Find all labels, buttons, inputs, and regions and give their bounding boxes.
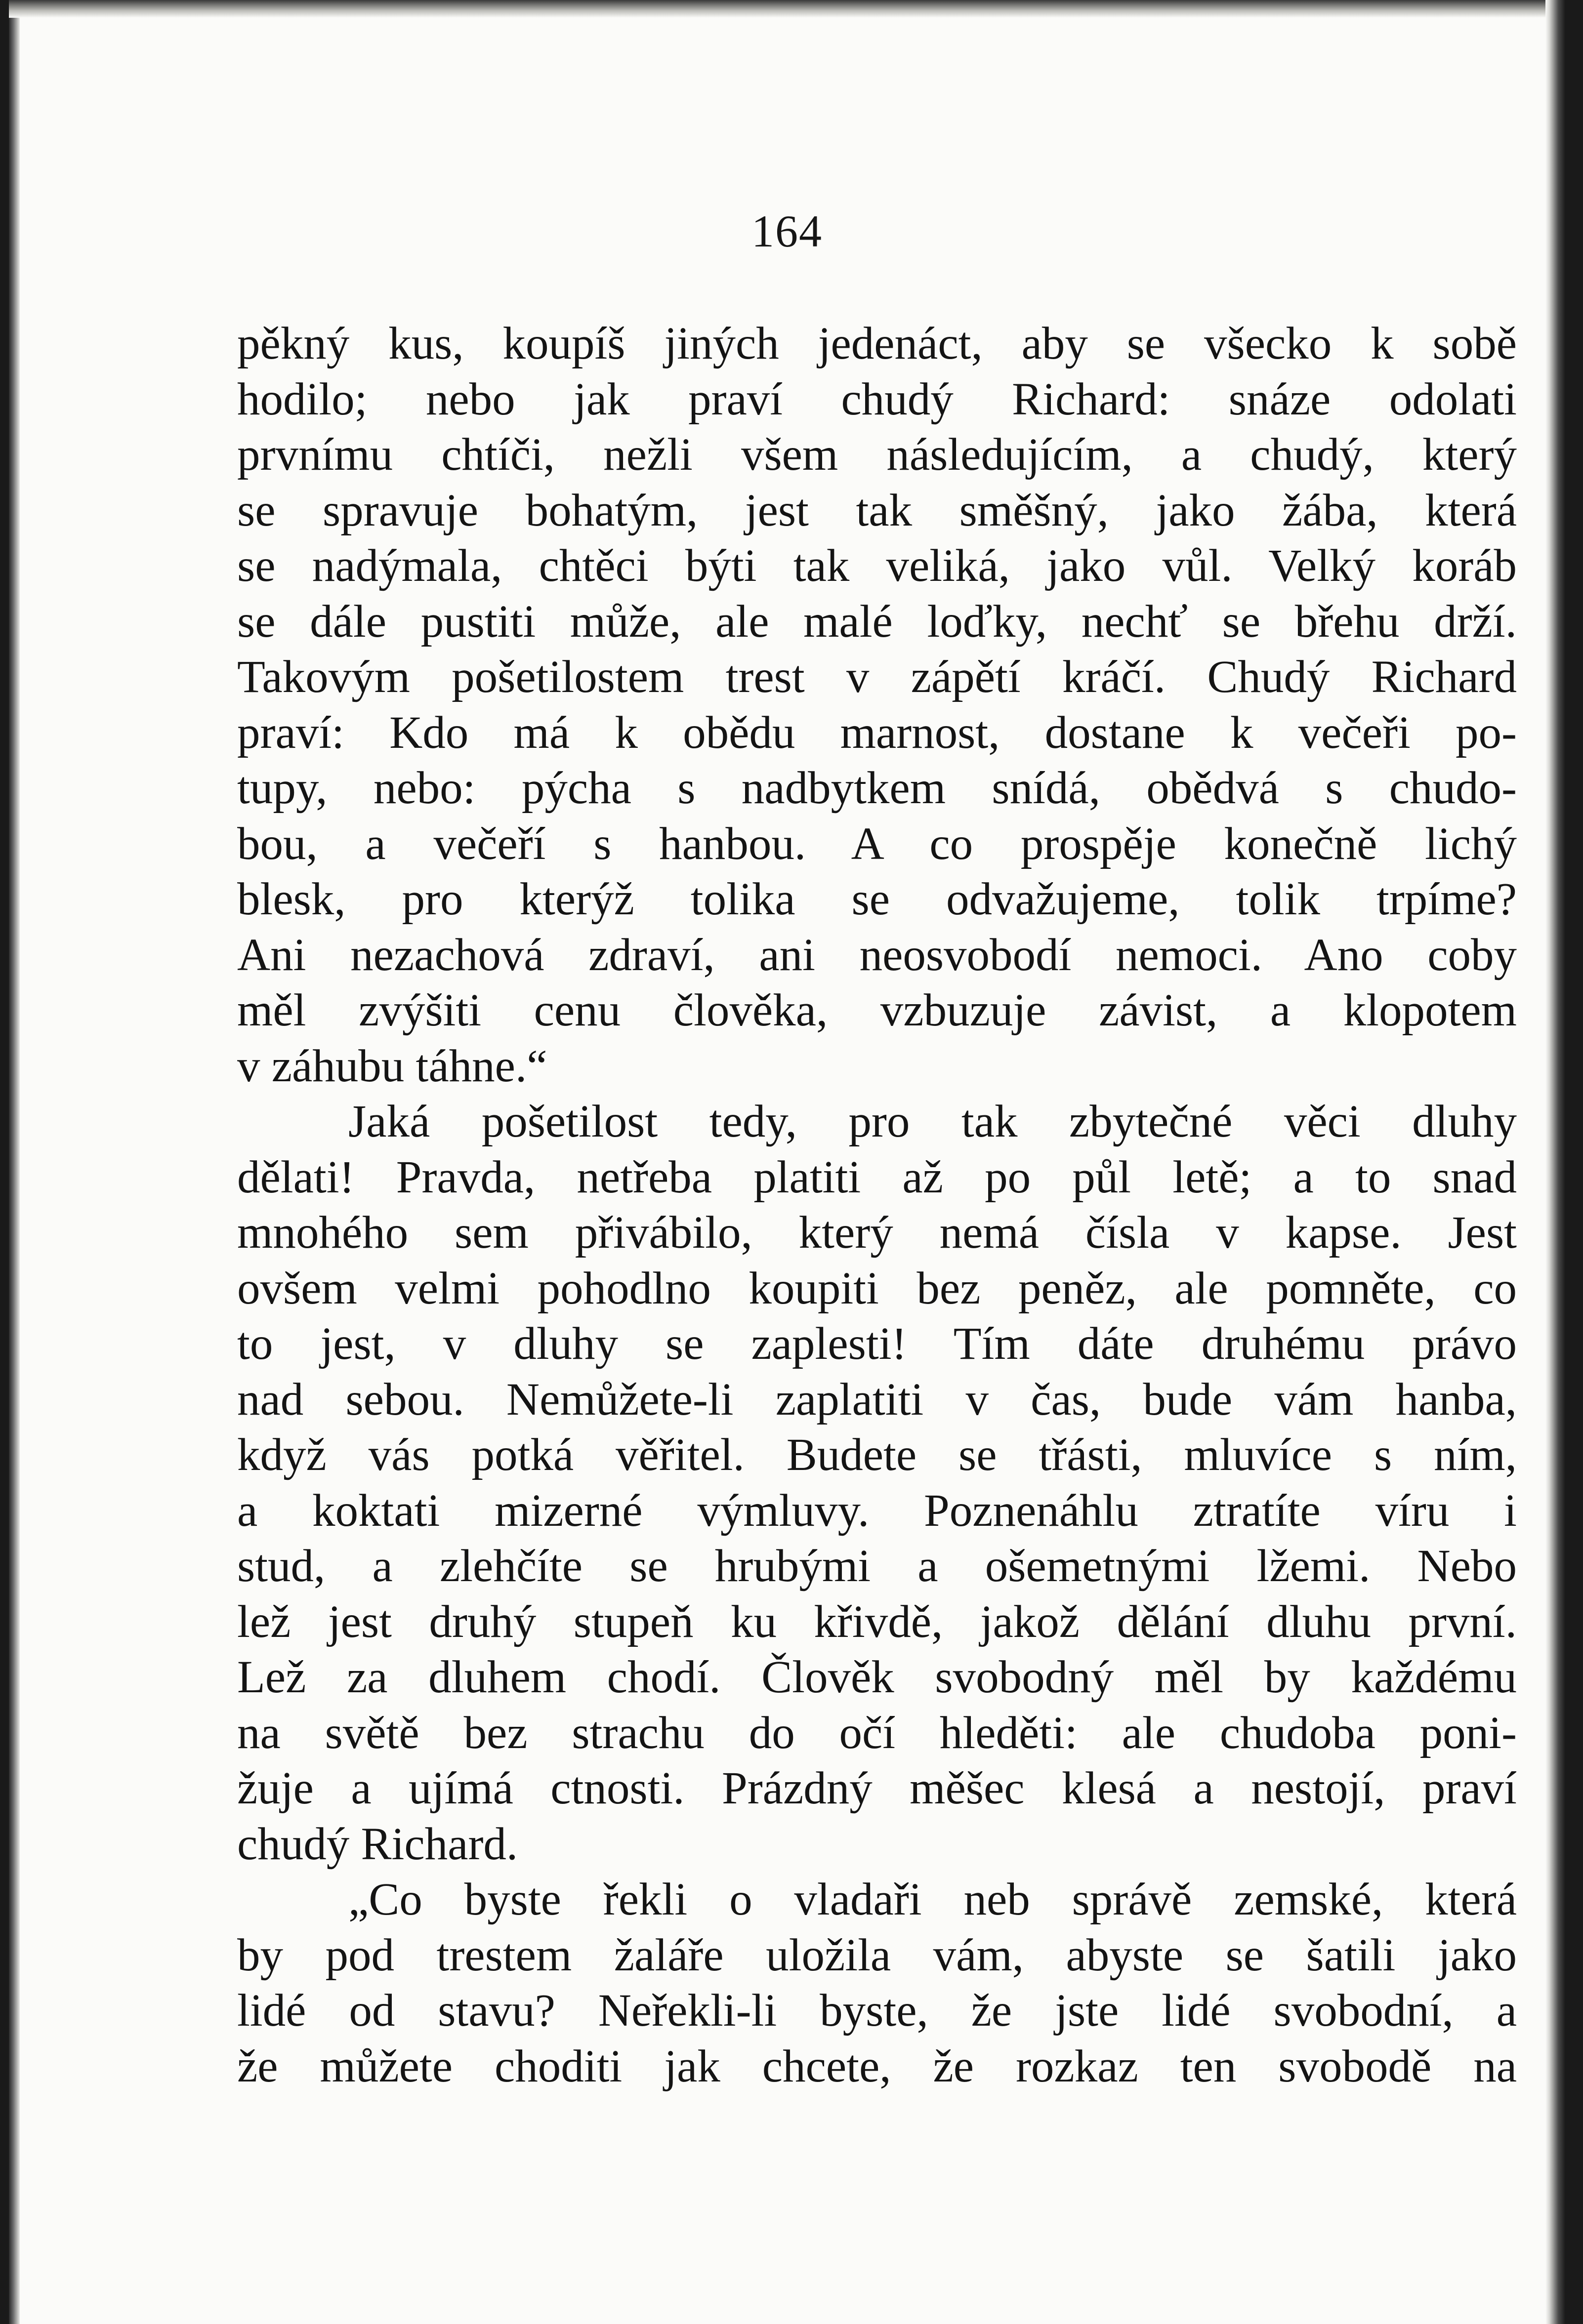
text-line: pěkný kus, koupíš jiných jedenáct, aby se všecko k sobě (237, 318, 1517, 369)
text-line: nad sebou. Nemůžete-li zaplatiti v čas, bude vám hanba, (237, 1374, 1517, 1425)
text-line: v záhubu táhne.“ (237, 1040, 547, 1092)
text-line: Takovým pošetilostem trest v zápětí kráčí. Chudý Richard (237, 652, 1517, 702)
page-right-edge-shadow (1545, 0, 1565, 2324)
text-line: se spravuje bohatým, jest tak směšný, jako žába, která (237, 485, 1517, 536)
text-line: se dále pustiti může, ale malé loďky, nechť se břehu drží. (237, 596, 1517, 647)
text-line: měl zvýšiti cenu člověka, vzbuzuje závist, a klopotem (237, 985, 1517, 1036)
text-line: že můžete choditi jak chcete, že rozkaz ten svobodě na (237, 2040, 1517, 2092)
text-line: by pod trestem žaláře uložila vám, abyste se šatili jako (237, 1929, 1517, 1981)
text-line: dělati! Pravda, netřeba platiti až po půl letě; a to snad (237, 1151, 1517, 1203)
text-line: Ani nezachová zdraví, ani neosvobodí nemoci. Ano coby (237, 929, 1517, 980)
paragraph-continuation (237, 316, 1517, 1094)
text-line: na světě bez strachu do očí hleděti: ale chudoba poni- (237, 1707, 1517, 1758)
text-line: lidé od stavu? Neřekli-li byste, že jste lidé svobodní, a (237, 1985, 1517, 2036)
page-left-edge-shadow (9, 0, 20, 2324)
text-line: „Co byste řekli o vladaři neb správě zemské, která (348, 1874, 1517, 1925)
text-line: tupy, nebo: pýcha s nadbytkem snídá, obědvá s chudo- (237, 763, 1517, 814)
text-line: když vás potká věřitel. Budete se třásti, mluvíce s ním, (237, 1429, 1517, 1480)
text-line: chudý Richard. (237, 1818, 518, 1870)
body-text (237, 316, 1517, 2094)
text-line: praví: Kdo má k obědu marnost, dostane k večeři po- (237, 707, 1517, 758)
text-line: Jaká pošetilost tedy, pro tak zbytečné věci dluhy (348, 1096, 1517, 1147)
text-line: žuje a ujímá ctnosti. Prázdný měšec klesá a nestojí, praví (237, 1763, 1517, 1814)
text-line: lež jest druhý stupeň ku křivdě, jakož dělání dluhu první. (237, 1596, 1517, 1647)
text-line: prvnímu chtíči, nežli všem následujícím, a chudý, který (237, 429, 1517, 480)
text-line: a koktati mizerné výmluvy. Poznenáhlu ztratíte víru i (237, 1485, 1517, 1536)
text-line: mnohého sem přivábilo, který nemá čísla v kapse. Jest (237, 1207, 1517, 1258)
paragraph-debts (237, 1094, 1517, 1872)
text-line: to jest, v dluhy se zaplesti! Tím dáte druhému právo (237, 1318, 1517, 1369)
page-number: 164 (751, 206, 823, 256)
text-line: Lež za dluhem chodí. Člověk svobodný měl by každému (237, 1652, 1517, 1703)
text-line: se nadýmala, chtěci býti tak veliká, jako vůl. Velký koráb (237, 540, 1517, 591)
text-line: hodilo; nebo jak praví chudý Richard: snáze odolati (237, 373, 1517, 425)
text-line: blesk, pro kterýž tolika se odvažujeme, tolik trpíme? (237, 874, 1517, 925)
text-line: bou, a večeří s hanbou. A co prospěje konečně lichý (237, 818, 1517, 869)
text-line: ovšem velmi pohodlno koupiti bez peněz, ale pomněte, co (237, 1263, 1517, 1314)
text-line: stud, a zlehčíte se hrubými a ošemetnými lžemi. Nebo (237, 1541, 1517, 1591)
paragraph-ruler (237, 1872, 1517, 2094)
page-top-edge-shadow (9, 0, 1565, 18)
book-page (9, 0, 1565, 2324)
